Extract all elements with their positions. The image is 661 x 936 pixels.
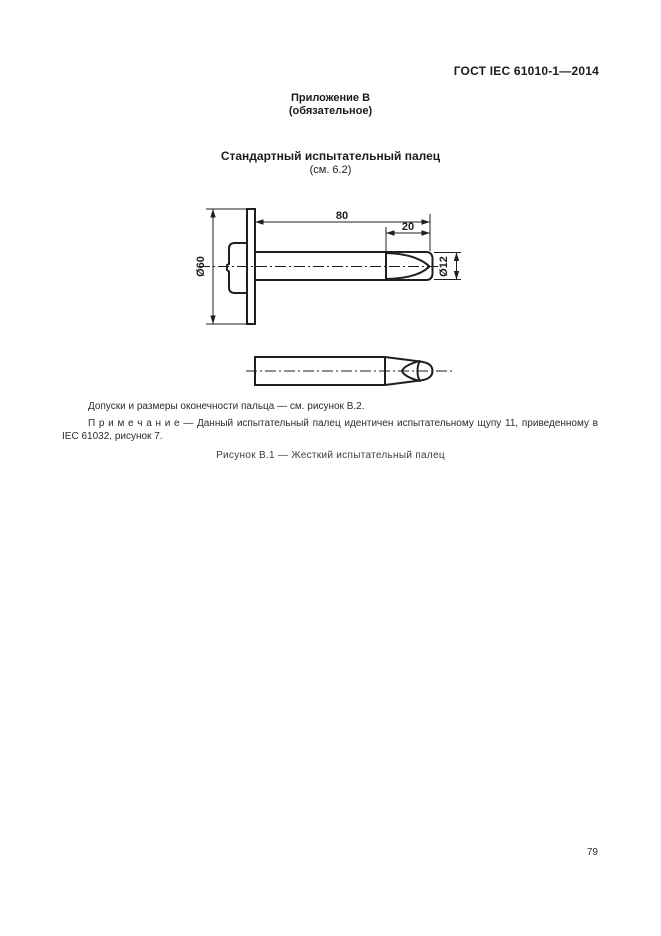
tip-curve-bottom bbox=[386, 267, 430, 280]
dim-label-tip-length: 20 bbox=[401, 221, 415, 233]
side-taper-top bbox=[385, 357, 420, 362]
section-title: Стандартный испытательный палец bbox=[220, 149, 441, 163]
paragraph-tolerances: Допуски и размеры оконечности пальца — см. рисунок В.2. bbox=[88, 401, 365, 412]
appendix-heading bbox=[0, 92, 661, 118]
figure-caption: Рисунок В.1 — Жесткий испытательный палец bbox=[216, 450, 445, 461]
paragraph-note bbox=[62, 418, 598, 443]
page-number: 79 bbox=[586, 847, 598, 858]
note-text: — Данный испытательный палец идентичен испытательному щупу 11, приведенному в IEC 61032, рисунок 7. bbox=[62, 418, 598, 442]
dim-tip-diameter bbox=[434, 253, 461, 280]
side-taper-bottom bbox=[385, 381, 420, 386]
dim-label-overall-length: 80 bbox=[335, 210, 349, 222]
section-heading bbox=[0, 150, 661, 177]
flange-hub bbox=[227, 243, 247, 293]
dim-label-tip-diameter: Ø12 bbox=[438, 256, 450, 277]
test-finger-drawing bbox=[185, 190, 475, 405]
appendix-title: Приложение В bbox=[290, 92, 371, 104]
dim-tip-length bbox=[386, 221, 430, 251]
main-view bbox=[195, 209, 461, 324]
section-ref: (см. 6.2) bbox=[309, 164, 352, 176]
document-header: ГОСТ IEC 61010-1—2014 bbox=[453, 64, 599, 78]
dim-label-flange-diameter: Ø60 bbox=[195, 256, 207, 277]
appendix-subtitle: (обязательное) bbox=[288, 105, 373, 117]
note-label: П р и м е ч а н и е bbox=[88, 418, 184, 429]
side-view bbox=[246, 357, 455, 385]
tip-curve-top bbox=[386, 253, 430, 267]
